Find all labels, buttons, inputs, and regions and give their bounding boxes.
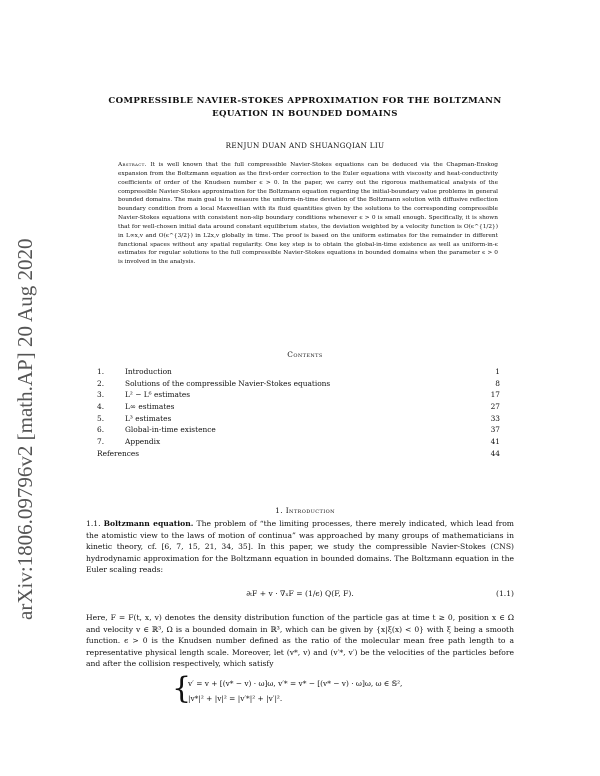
- toc-entry-number: 1.: [97, 367, 105, 376]
- toc-entry-label[interactable]: Appendix: [125, 437, 161, 447]
- definitions-paragraph: Here, F = F(t, x, v) denotes the density distribution function of the particle gas at time t ≥ 0, position x ∈ Ω and velocity v ∈ ℝ³, Ω is a bounded domain in ℝ³, which can be given by {x|ξ(x) < 0} with ξ being a smooth function. ϵ > 0 is the Knudsen number defined as the ratio of the molecular mean free path length to a representative physical length scale. Moreover, let (v*, v) and (v′*, v′) be the velocities of the particles before and after the collision respectively, which satisfy: [86, 613, 514, 669]
- toc-entry-label[interactable]: References: [97, 448, 140, 458]
- toc-entry[interactable]: [97, 401, 500, 413]
- toc-entry-number: 5.: [97, 413, 105, 423]
- system-line-2: |v*|² + |v|² = |v′*|² + |v′|².: [188, 694, 283, 703]
- equation-tag: (1.1): [495, 589, 514, 598]
- toc-entry-label[interactable]: L∞ estimates: [125, 402, 175, 412]
- left-brace: {: [172, 671, 192, 706]
- toc-entry[interactable]: [97, 389, 500, 401]
- arxiv-identifier: [4, 170, 46, 620]
- subsection-title: Boltzmann equation.: [103, 519, 194, 528]
- table-of-contents: [97, 366, 500, 460]
- toc-entry-label[interactable]: Introduction: [125, 367, 172, 376]
- toc-entry-number: 4.: [97, 402, 105, 412]
- toc-entry-page: 44: [490, 448, 500, 458]
- toc-entry-page: 41: [490, 437, 500, 447]
- toc-entry-label[interactable]: L² − L⁶ estimates: [125, 390, 191, 400]
- system-line-1: v′ = v + [(v* − v) · ω]ω, v′* = v* − [(v* − v) · ω]ω, ω ∈ 𝕊²,: [188, 679, 403, 688]
- toc-entry[interactable]: [97, 424, 500, 436]
- intro-paragraph: [86, 518, 514, 576]
- toc-entry-page: 1: [495, 367, 500, 376]
- toc-entry-number: 2.: [97, 378, 105, 388]
- toc-entry[interactable]: [97, 378, 500, 390]
- toc-entry-number: 6.: [97, 425, 105, 435]
- abstract-label: Abstract.: [118, 162, 147, 168]
- toc-entry[interactable]: [97, 436, 500, 448]
- intro-text: The problem of “the limiting processes, there merely indicated, which lead from the atomistic view to the laws of motion of continua” was approached by many groups of mathematicians in kinetic theory, cf. [6, 7, 15, 21, 34, 35]. In this paper, we study the compressible Navier-Stokes (CNS) hydrodynamic approximation for the Boltzmann equation in bounded domains. The Boltzmann equation in the Euler scaling reads:: [86, 519, 514, 575]
- boltzmann-equation: [86, 587, 514, 603]
- toc-entry[interactable]: [97, 448, 500, 460]
- toc-entry[interactable]: [97, 413, 500, 425]
- toc-entry-page: 8: [495, 378, 500, 388]
- toc-entry-number: 7.: [97, 437, 105, 447]
- collision-system: [172, 671, 502, 710]
- equation-body: ∂ₜF + v · ∇ₓF = (1/ϵ) Q(F, F).: [246, 589, 354, 598]
- toc-entry-page: 17: [490, 390, 500, 400]
- toc-entry[interactable]: [97, 366, 500, 378]
- title-line-2: EQUATION IN BOUNDED DOMAINS: [212, 109, 398, 119]
- toc-entry-label[interactable]: L³ estimates: [125, 413, 172, 423]
- paper-title: [80, 95, 530, 121]
- arxiv-id-text: arXiv:1806.09796v2 [math.AP] 20 Aug 2020: [13, 238, 37, 620]
- toc-entry-page: 37: [490, 425, 500, 435]
- authors: RENJUN DUAN AND SHUANGQIAN LIU: [225, 141, 385, 150]
- contents-heading: Contents: [287, 350, 323, 359]
- subsection-number: 1.1.: [86, 519, 101, 528]
- toc-entry-page: 33: [490, 413, 500, 423]
- toc-entry-label[interactable]: Solutions of the compressible Navier-Stokes equations: [125, 378, 331, 388]
- section-heading: 1. Introduction: [275, 506, 335, 515]
- toc-entry-number: 3.: [97, 390, 105, 400]
- abstract: [118, 161, 498, 267]
- toc-entry-label[interactable]: Global-in-time existence: [125, 425, 216, 435]
- title-line-1: COMPRESSIBLE NAVIER-STOKES APPROXIMATION FOR THE BOLTZMANN: [108, 96, 502, 106]
- abstract-text: It is well known that the full compressible Navier-Stokes equations can be deduced via the Chapman-Enskog expansion from the Boltzmann equation as the first-order correction to the Euler equations with viscosity and heat-conductivity coefficients of order of the Knudsen number ϵ > 0. In the paper, we carry out the rigorous mathematical analysis of the compressible Navier-Stokes approximation for the Boltzmann equation regarding the initial-boundary value problems in general bounded domains. The main goal is to measure the uniform-in-time deviation of the Boltzmann solution with diffusive reflection boundary condition from a local Maxwellian with its fluid quantities given by the solutions to the corresponding compressible Navier-Stokes equations with consistent non-slip boundary conditions whenever ϵ > 0 is small enough. Specifically, it is shown that for well-chosen initial data around constant equilibrium states, the deviation weighted by a velocity function is O(ϵ^{1/2}) in L∞x,v and O(ϵ^{3/2}) in L2x,v globally in time. The proof is based on the uniform estimates for the remainder in different functional spaces without any spatial regularity. One key step is to obtain the global-in-time existence as well as uniform-in-ϵ estimates for regular solutions to the full compressible Navier-Stokes equations in bounded domains when the parameter ϵ > 0 is involved in the analysis.: [118, 162, 499, 266]
- toc-entry-page: 27: [490, 402, 500, 412]
